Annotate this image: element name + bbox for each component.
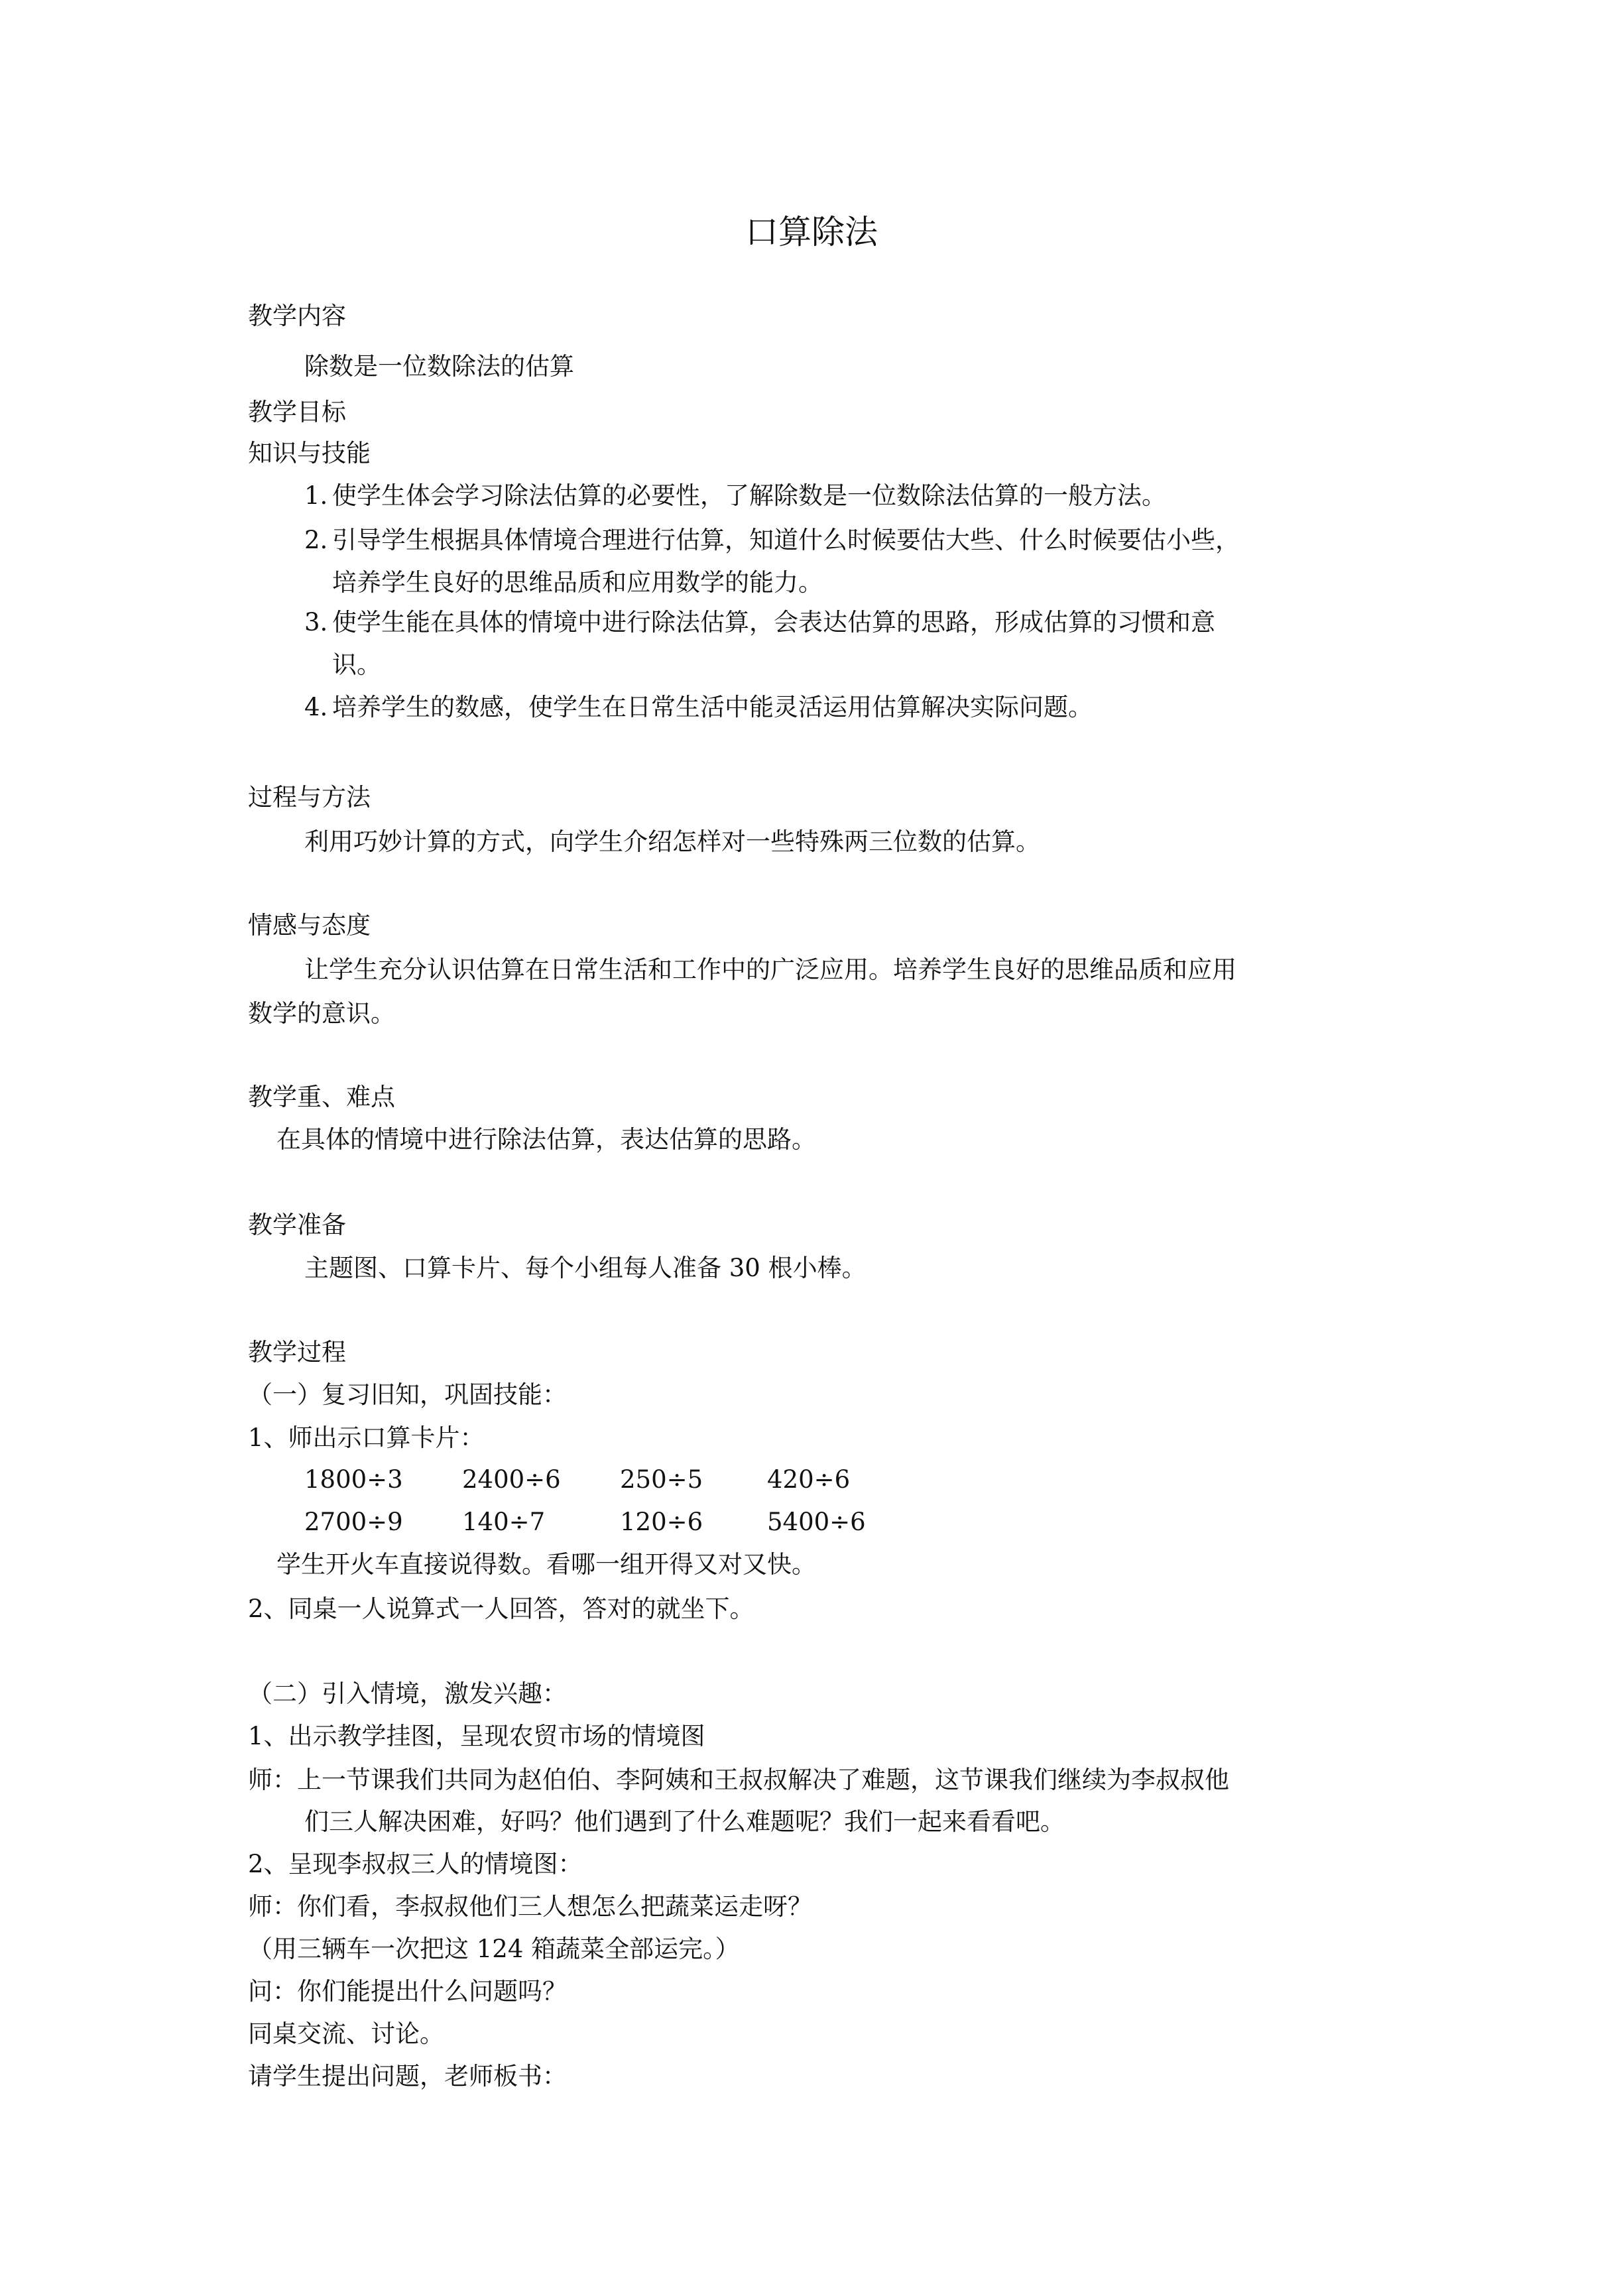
calc-expression: 2400÷6 bbox=[462, 1465, 561, 1494]
calc-expression: 250÷5 bbox=[620, 1465, 703, 1494]
part1-heading: （一）复习旧知，巩固技能： bbox=[248, 1380, 567, 1409]
heading-teaching-content: 教学内容 bbox=[248, 302, 346, 330]
part1-item-2: 2、同桌一人说算式一人回答，答对的就坐下。 bbox=[248, 1595, 754, 1623]
board-writing-line: 请学生提出问题，老师板书： bbox=[248, 2062, 567, 2090]
heading-teaching-process: 教学过程 bbox=[248, 1338, 346, 1366]
part2-item-1: 1、出示教学挂图，呈现农贸市场的情境图 bbox=[248, 1722, 705, 1750]
teacher-line-2: 师：你们看，李叔叔他们三人想怎么把蔬菜运走呀？ bbox=[248, 1892, 812, 1921]
calc-expression: 420÷6 bbox=[767, 1465, 851, 1494]
calc-expression: 2700÷9 bbox=[304, 1508, 403, 1536]
goal-text: 使学生体会学习除法估算的必要性，了解除数是一位数除法估算的一般方法。 bbox=[332, 481, 1166, 510]
goal-text: 引导学生根据具体情境合理进行估算，知道什么时候要估大些、什么时候要估小些， bbox=[332, 526, 1240, 554]
part2-item-2: 2、呈现李叔叔三人的情境图： bbox=[248, 1850, 583, 1878]
goal-number: 3. bbox=[304, 608, 328, 636]
preparation-text: 主题图、口算卡片、每个小组每人准备 30 根小棒。 bbox=[304, 1254, 867, 1282]
heading-preparation: 教学准备 bbox=[248, 1211, 346, 1239]
part1-item-1: 1、师出示口算卡片： bbox=[248, 1423, 485, 1452]
goal-number: 2. bbox=[304, 526, 328, 554]
part2-heading: （二）引入情境，激发兴趣： bbox=[248, 1679, 567, 1708]
teaching-content-text: 除数是一位数除法的估算 bbox=[304, 352, 574, 381]
teacher-line-1-continued: 们三人解决困难，好吗？他们遇到了什么难题呢？我们一起来看看吧。 bbox=[304, 1807, 1065, 1836]
process-methods-text: 利用巧妙计算的方式，向学生介绍怎样对一些特殊两三位数的估算。 bbox=[304, 827, 1040, 856]
heading-teaching-goals: 教学目标 bbox=[248, 398, 346, 426]
document-title: 口算除法 bbox=[745, 213, 878, 251]
heading-emotion-attitude: 情感与态度 bbox=[248, 911, 371, 939]
emotion-attitude-text-continued: 数学的意识。 bbox=[248, 999, 395, 1028]
question-line: 问：你们能提出什么问题吗？ bbox=[248, 1977, 567, 2006]
heading-knowledge-skills: 知识与技能 bbox=[248, 439, 371, 467]
part2-note: （用三辆车一次把这 124 箱蔬菜全部运完。） bbox=[248, 1935, 740, 1963]
calc-expression: 120÷6 bbox=[620, 1508, 703, 1536]
goal-text-continued: 培养学生良好的思维品质和应用数学的能力。 bbox=[332, 568, 823, 597]
heading-key-points: 教学重、难点 bbox=[248, 1083, 395, 1111]
heading-process-methods: 过程与方法 bbox=[248, 783, 371, 812]
goal-number: 1. bbox=[304, 481, 328, 510]
goal-text-continued: 识。 bbox=[332, 650, 381, 679]
goal-text: 使学生能在具体的情境中进行除法估算，会表达估算的思路，形成估算的习惯和意 bbox=[332, 608, 1215, 636]
part1-note: 学生开火车直接说得数。看哪一组开得又对又快。 bbox=[276, 1550, 816, 1579]
emotion-attitude-text: 让学生充分认识估算在日常生活和工作中的广泛应用。培养学生良好的思维品质和应用 bbox=[304, 955, 1236, 984]
teacher-line-1: 师：上一节课我们共同为赵伯伯、李阿姨和王叔叔解决了难题，这节课我们继续为李叔叔他 bbox=[248, 1766, 1229, 1794]
calc-expression: 1800÷3 bbox=[304, 1465, 403, 1494]
calc-expression: 140÷7 bbox=[462, 1508, 546, 1536]
key-points-text: 在具体的情境中进行除法估算，表达估算的思路。 bbox=[276, 1125, 816, 1154]
calc-expression: 5400÷6 bbox=[767, 1508, 866, 1536]
discussion-line: 同桌交流、讨论。 bbox=[248, 2020, 444, 2048]
goal-text: 培养学生的数感，使学生在日常生活中能灵活运用估算解决实际问题。 bbox=[332, 693, 1093, 721]
goal-number: 4. bbox=[304, 693, 328, 721]
